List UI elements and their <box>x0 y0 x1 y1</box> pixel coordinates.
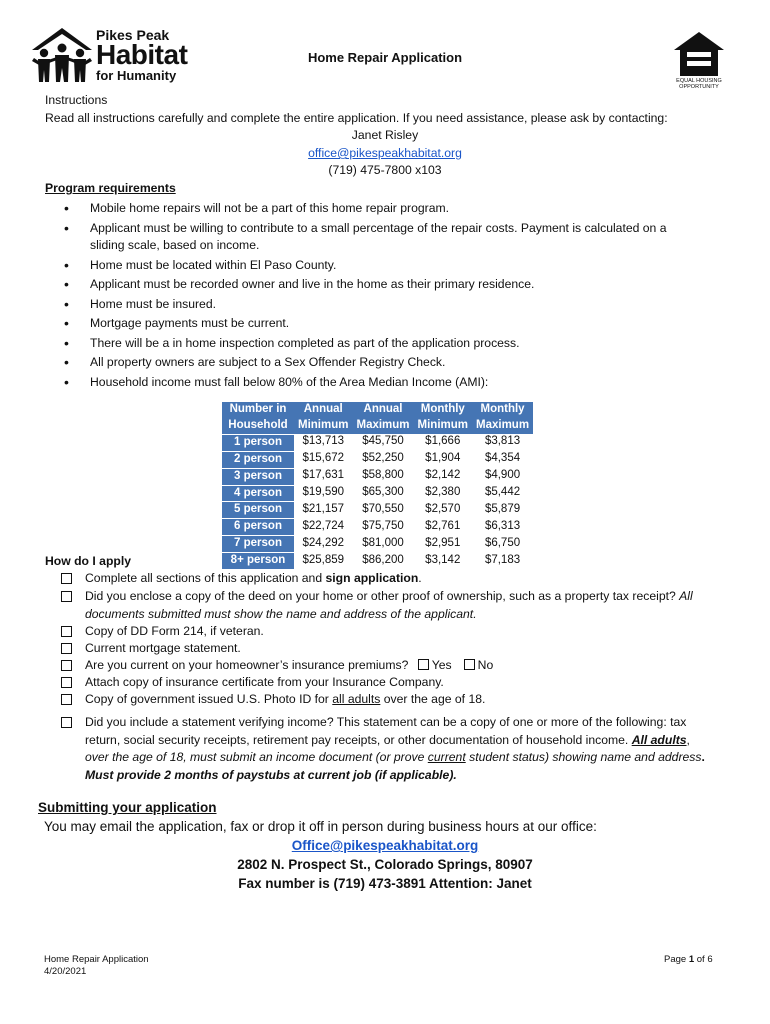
requirement-item: • Home must be insured. <box>62 295 702 315</box>
checkbox[interactable] <box>61 694 72 705</box>
checkbox[interactable] <box>61 660 72 671</box>
header-annual-max-1: Annual <box>352 402 413 418</box>
table-row: 1 person $13,713 $45,750 $1,666 $3,813 <box>222 434 533 451</box>
contact-email-link[interactable]: office@pikespeakhabitat.org <box>308 146 462 160</box>
header-household-2: Household <box>222 418 294 434</box>
requirement-item: • Applicant must be recorded owner and live in the home as their primary residence. <box>62 275 702 295</box>
no-label: No <box>477 658 494 672</box>
yes-checkbox[interactable] <box>418 659 429 670</box>
submit-heading: Submitting your application <box>38 800 217 815</box>
header-monthly-max-2: Maximum <box>472 418 533 434</box>
fax-number: Fax number is (719) 473-3891 Attention: Janet <box>238 876 532 891</box>
checkbox[interactable] <box>61 573 72 584</box>
checkbox[interactable] <box>61 626 72 637</box>
instructions-text: Read all instructions carefully and complete the entire application. If you need assistance, please ask by contacting: <box>45 111 668 125</box>
requirement-item: • Home must be located within El Paso County. <box>62 256 702 276</box>
header-annual-max-2: Maximum <box>352 418 413 434</box>
checklist-item-photo-id: Copy of government issued U.S. Photo ID for all adults over the age of 18. <box>61 691 721 709</box>
checklist-item-dd214: Copy of DD Form 214, if veteran. <box>61 623 721 641</box>
no-checkbox[interactable] <box>464 659 475 670</box>
eho-text-line-1: EQUAL HOUSING <box>676 78 722 84</box>
checkbox[interactable] <box>61 643 72 654</box>
table-row: 4 person $19,590 $65,300 $2,380 $5,442 <box>222 485 533 502</box>
checkbox[interactable] <box>61 591 72 602</box>
requirements-list <box>62 199 702 392</box>
requirement-item: • Household income must fall below 80% of the Area Median Income (AMI): <box>62 373 702 393</box>
page-number: Page 1 of 6 <box>664 954 713 965</box>
checklist-item-mortgage: Current mortgage statement. <box>61 640 721 658</box>
table-row: 8+ person $25,859 $86,200 $3,142 $7,183 <box>222 552 533 569</box>
equal-housing-house-icon <box>672 30 726 78</box>
header-annual-min-1: Annual <box>294 402 352 418</box>
checkbox[interactable] <box>61 717 72 728</box>
footer-left <box>44 954 149 978</box>
contact-email-row <box>0 146 770 160</box>
eho-text-line-2: OPPORTUNITY <box>679 84 719 90</box>
table-header-row-1 <box>222 402 533 418</box>
checklist-item-complete-sections: Complete all sections of this application and sign application. <box>61 570 721 588</box>
header-monthly-min-1: Monthly <box>414 402 472 418</box>
requirement-item: • Mobile home repairs will not be a part of this home repair program. <box>62 199 702 219</box>
table-row: 2 person $15,672 $52,250 $1,904 $4,354 <box>222 451 533 468</box>
submit-text: You may email the application, fax or drop it off in person during business hours at our office: <box>44 819 597 834</box>
checklist-item-insurance-certificate: Attach copy of insurance certificate from your Insurance Company. <box>61 674 721 692</box>
checklist-item-insurance-premiums: Are you current on your homeowner’s insurance premiums? Yes No <box>61 657 721 675</box>
office-address: 2802 N. Prospect St., Colorado Springs, 80907 <box>237 857 533 872</box>
table-header-row-2 <box>222 418 533 434</box>
submit-email-row <box>0 838 770 853</box>
contact-phone: (719) 475-7800 x103 <box>328 163 442 177</box>
requirement-item: • All property owners are subject to a Sex Offender Registry Check. <box>62 353 702 373</box>
logo-line-for-humanity: for Humanity <box>96 68 177 83</box>
equal-housing-logo <box>672 30 726 90</box>
document-title: Home Repair Application <box>307 50 463 65</box>
table-row: 3 person $17,631 $58,800 $2,142 $4,900 <box>222 468 533 485</box>
header-annual-min-2: Minimum <box>294 418 352 434</box>
requirement-item: • There will be a in home inspection completed as part of the application process. <box>62 334 702 354</box>
header-household-1: Number in <box>222 402 294 418</box>
footer-date: 4/20/2021 <box>44 966 87 977</box>
table-row: 6 person $22,724 $75,750 $2,761 $6,313 <box>222 518 533 535</box>
table-row: 7 person $24,292 $81,000 $2,951 $6,750 <box>222 535 533 552</box>
apply-heading: How do I apply <box>45 554 131 568</box>
requirement-item: • Mortgage payments must be current. <box>62 314 702 334</box>
checklist-item-deed: Did you enclose a copy of the deed on your home or other proof of ownership, such as a property tax receipt? All documents submitted must show the name and address of the applicant. <box>61 588 721 623</box>
ami-income-table <box>222 402 533 569</box>
table-row: 5 person $21,157 $70,550 $2,570 $5,879 <box>222 501 533 518</box>
logo-line-pikes-peak: Pikes Peak <box>96 27 170 43</box>
header-monthly-max-1: Monthly <box>472 402 533 418</box>
header-monthly-min-2: Minimum <box>414 418 472 434</box>
instructions-heading: Instructions <box>45 93 108 107</box>
submit-email-link[interactable]: Office@pikespeakhabitat.org <box>291 838 479 853</box>
yes-label: Yes <box>431 658 452 672</box>
contact-name: Janet Risley <box>351 128 419 142</box>
requirements-heading: Program requirements <box>45 181 176 195</box>
footer-doc-name: Home Repair Application <box>44 954 149 965</box>
logo-line-habitat: Habitat <box>96 39 188 70</box>
checklist-item-income-statement: Did you include a statement verifying income? This statement can be a copy of one or more of the following: tax return, social security receipts, retirement pay receipts, or other documentation of household income. All adults, over the age of 18, must submit an income document (or prove current student status) showing name and address. Must provide 2 months of paystubs at current job (if applicable). <box>61 714 721 784</box>
checkbox[interactable] <box>61 677 72 688</box>
requirement-item: • Applicant must be willing to contribute to a small percentage of the repair costs. Payment is calculated on a sliding scale, based on income. <box>62 219 702 256</box>
